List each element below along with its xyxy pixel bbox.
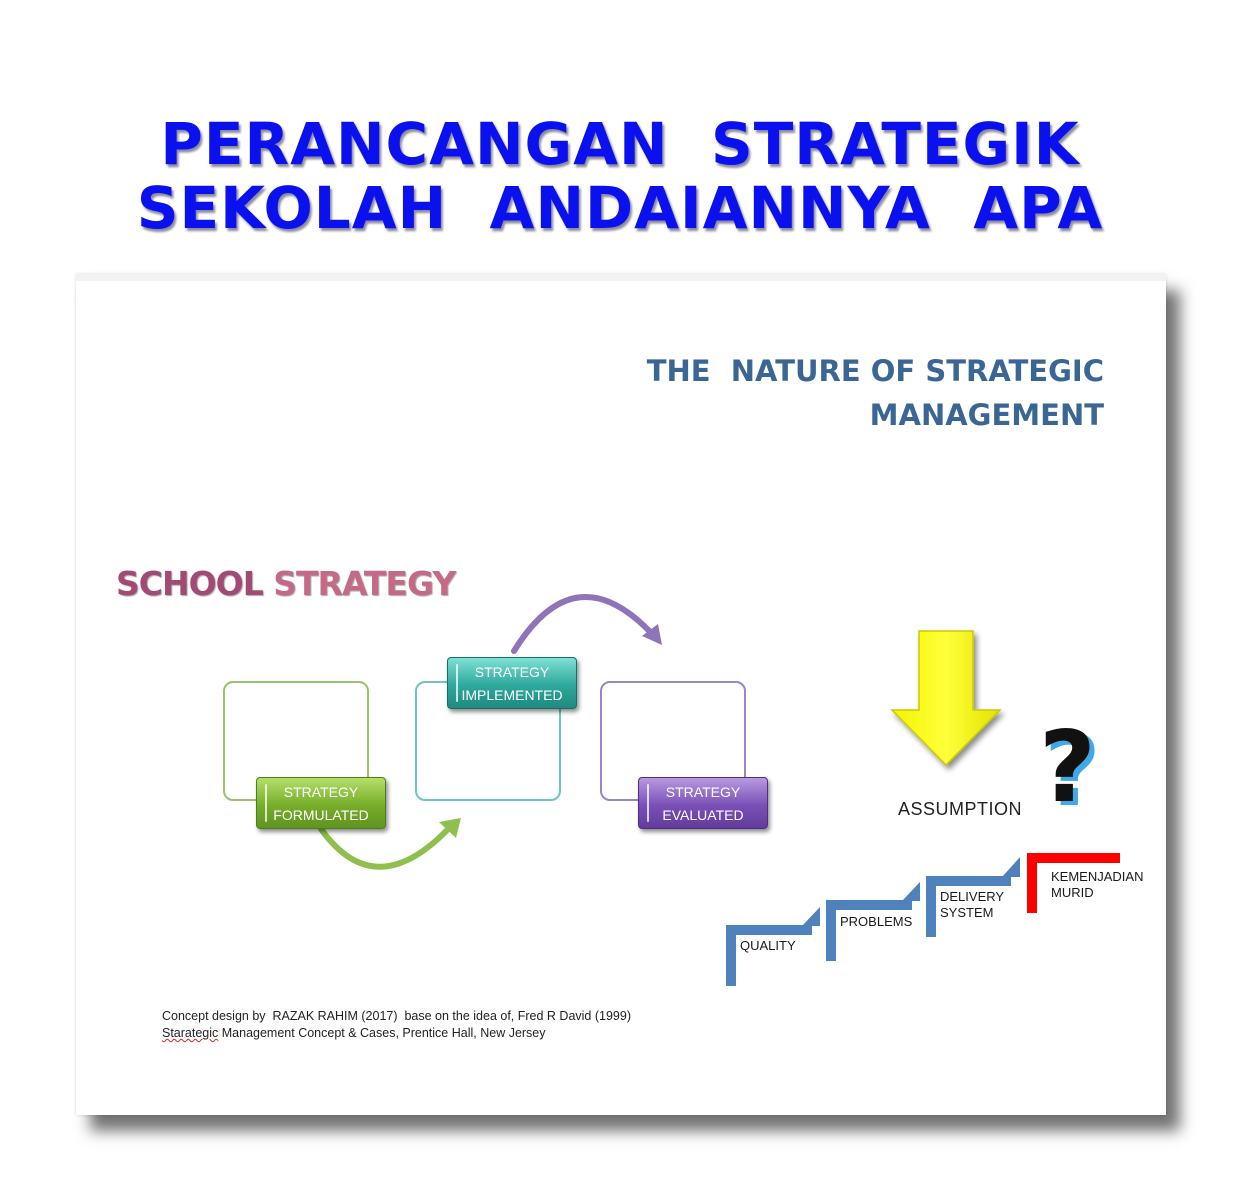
strategy-word: STRATEGY [273, 564, 456, 603]
assumption-label: ASSUMPTION [898, 799, 1023, 819]
slide-title-line-2: MANAGEMENT [869, 398, 1104, 432]
question-mark-icon: ? [1039, 711, 1096, 825]
misspelled-word: Starategic [162, 1026, 219, 1040]
tag-line: STRATEGY [665, 784, 741, 800]
diagram-graphics [76, 281, 1166, 1115]
school-word: SCHOOL [116, 564, 263, 603]
step-label-delivery-system: DELIVERY SYSTEM [940, 889, 1005, 920]
tag-line: STRATEGY [283, 784, 359, 800]
main-title [0, 112, 1240, 240]
curved-arrow-green [321, 826, 451, 867]
slide-title-line-1: THE NATURE OF STRATEGIC [646, 354, 1104, 388]
tag-line: IMPLEMENTED [461, 687, 563, 703]
strategy-formulated-box [256, 777, 386, 829]
credit-note [162, 1008, 631, 1042]
credit-line-1: Concept design by RAZAK RAHIM (2017) base on the idea of, Fred R David (1999) [162, 1009, 631, 1023]
step-delivery-notch [1002, 857, 1020, 877]
credit-line-2-rest: Management Concept & Cases, Prentice Hall, New Jersey [218, 1026, 546, 1040]
step-label-problems: PROBLEMS [840, 914, 913, 929]
strategy-implemented-box [447, 657, 577, 709]
step-quality-notch [802, 907, 820, 926]
slide [76, 274, 1166, 1115]
tag-line: STRATEGY [474, 664, 550, 680]
tag-line: EVALUATED [662, 807, 744, 823]
tag-line: FORMULATED [273, 807, 369, 823]
credit-line-2 [162, 1025, 631, 1042]
curved-arrow-purple [514, 597, 654, 651]
step-problems-notch [902, 882, 920, 901]
step-label-kemenjadian-murid: KEMENJADIAN MURID [1051, 869, 1144, 900]
main-title-line-1: PERANCANGAN STRATEGIK [160, 110, 1080, 178]
down-arrow-icon [892, 631, 1000, 765]
step-label-quality: QUALITY [740, 938, 796, 953]
main-title-line-2: SEKOLAH ANDAIANNYA APA [136, 174, 1104, 242]
strategy-evaluated-box [638, 777, 768, 829]
